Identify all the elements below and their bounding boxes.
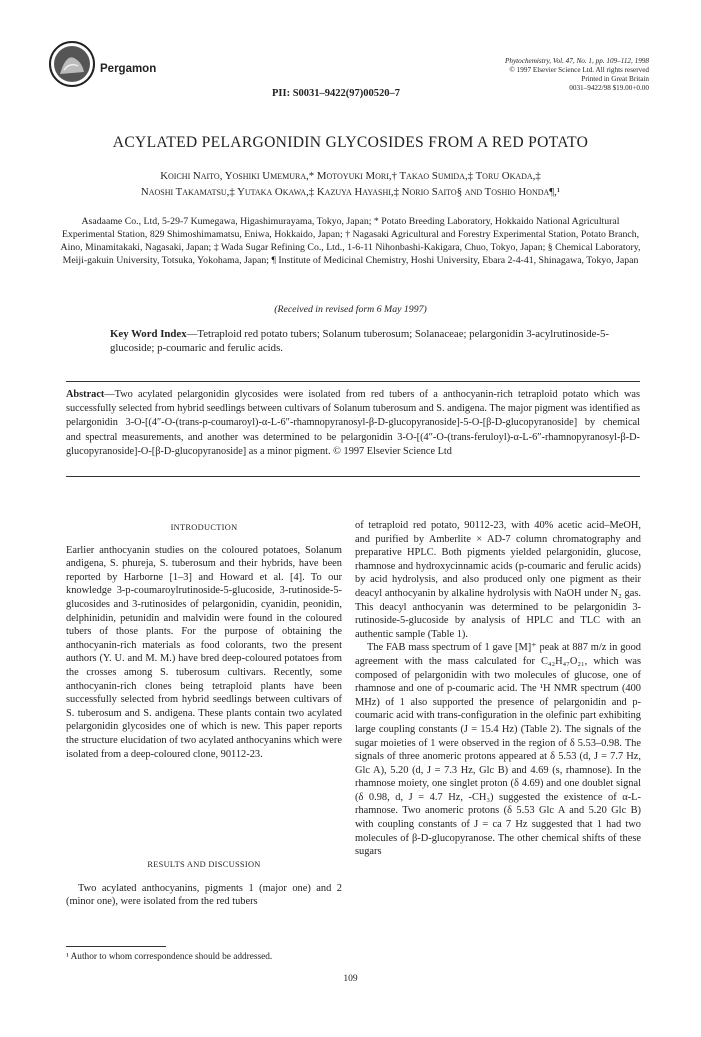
keyword-index bbox=[110, 327, 641, 355]
results-heading: RESULTS AND DISCUSSION bbox=[147, 860, 261, 869]
results-text: Two acylated anthocyanins, pigments 1 (major one) and 2 (minor one), were isolated from the red tubers bbox=[66, 882, 342, 908]
intro-heading: INTRODUCTION bbox=[170, 523, 238, 532]
issn-line: 0031–9422/98 $19.00+0.00 bbox=[569, 84, 649, 92]
intro-section bbox=[66, 521, 342, 761]
page-number: 109 bbox=[343, 974, 358, 984]
abstract-label: Abstract bbox=[66, 389, 105, 400]
right-column bbox=[355, 519, 641, 859]
received-date: (Received in revised form 6 May 1997) bbox=[274, 304, 427, 315]
paragraph: of tetraploid red potato, 90112-23, with 40% acetic acid–MeOH, and purified by Amberlite × AD-7 column chromatography and preparative HPLC. Both pigments yielded pelargonidin, glucose, rhamnose and hydroxycinnamic acids (p-coumaric and ferulic acids) by acid hydrolysis, and also produced only one pigment as their deacyl anthocyanin by alkaline hydrolysis with NaOH under N₂ gas. This deacyl anthocyanin was determined to be pelargonidin 3-rutinoside-5-glucoside by analysis of HPLC and TLC with an authentic sample (Table 1). bbox=[355, 520, 641, 640]
keywords-label: Key Word Index bbox=[110, 328, 187, 340]
keywords-text: —Tetraploid red potato tubers; Solanum tuberosum; Solanaceae; pelargonidin 3-acylrutinoside-5-glucoside; p-coumaric and ferulic acids. bbox=[110, 328, 610, 354]
printed-line: Printed in Great Britain bbox=[581, 75, 649, 83]
intro-text: Earlier anthocyanin studies on the coloured potatoes, Solanum andigena, S. phureja, S. tuberosum and their hybrids, have been reported by Harborne [1–3] and Howard et al. [4]. To our knowledge 3-p-coumaroylrutinoside-5-glucoside, 3-rutinoside-5-glucosides and 3-rutinosides of pelargonidin, cyanidin, peonidin, delphinidin, petunidin and malvidin were found in the coloured tubers of those plants. For the purpose of obtaining the anthocyanin-rich materials as food colorants, two the present authors (Y. U. and M. M.) have bred deep-coloured potatoes from the crosses among S. tuberosum cultivars. Recently, some anthocyanin-rich clones being tetraploid plants have been successfully selected from hybrid seedlings between cultivars of S. tuberosum and S. andigena. These plants contain two acylated pelargonidin glycosides one of which is new. This paper reports the structure elucidation of two acylated anthocyanins which were isolated from a deep-coloured clone, 90112-23. bbox=[66, 544, 342, 760]
footnote-rule bbox=[66, 946, 166, 947]
author-list bbox=[60, 168, 641, 200]
abstract-top-rule bbox=[66, 381, 640, 382]
paragraph: The FAB mass spectrum of 1 gave [M]⁺ peak at 887 m/z in good agreement with the mass calculated for C₄₂H₄₇O₂₁, which was composed of pelargonidin with two molecules of glucose, one of rhamnose and one of p-coumaric acid. The ¹H NMR spectrum (400 MHz) of 1 also supported the presence of pelargonidin and p-coumaric acid with trans-configuration in the olefinic part exhibiting large coupling constants (J = 15.4 Hz) (Table 2). The signals of the sugar moieties of 1 were observed in the region of δ 5.53–0.98. The signals of three anomeric protons appeared at δ 5.53 (d, J = 7.7 Hz, Glc A), 5.20 (d, J = 7.3 Hz, Glc B) and 4.69 (s, rhamnose). In the rhamnose moiety, one singlet proton (δ 4.69) and one doublet signal (δ 0.98, d, J = 4.7 Hz, -CH₃) suggested the existence of α-L-rhamnose. Two anomeric protons (δ 5.53 Glc A and 5.20 Glc B) with coupling constants of J = ca 7 Hz suggested that 1 had two molecules of β-D-glucopyranose. The other chemical shifts of these sugars bbox=[355, 642, 641, 858]
abstract-text: —Two acylated pelargonidin glycosides were isolated from red tubers of a anthocyanin-rich tetraploid potato which was successfully selected from hybrid seedlings between cultivars of Solanum tuberosum and S. andigena. The major pigment was identified as pelargonidin 3-O-[(4″-O-(trans-p-coumaroyl)-α-L-6″-rhamnopyranosyl-β-D-glucopyranoside]-5-O-[β-D-glucopyranoside] by chemical and spectral measurements, and another was determined to be pelargonidin 3-O-[(4″-O-(trans-feruloyl)-α-L-6″-rhamnopyranosyl-β-D-glucopyranoside]-O-[β-D-glucopyranoside] as a minor pigment. © 1997 Elsevier Science Ltd bbox=[66, 389, 641, 457]
article-title: ACYLATED PELARGONIDIN GLYCOSIDES FROM A RED POTATO bbox=[112, 134, 589, 151]
results-section bbox=[66, 858, 342, 909]
affiliations: Asadaame Co., Ltd, 5-29-7 Kumegawa, Higashimurayama, Tokyo, Japan; * Potato Breeding Laboratory, Hokkaido National Agricultural Experimental Station, 829 Shimoshimamatsu, Eniwa, Hokkaido, Japan; † Nagasaki Agricultural and Forestry Experimental Station, Potato Branch, Aino, Minamitakaki, Nagasaki, Japan; ‡ Wada Sugar Refining Co., Ltd., 1-6-11 Nihonbashi-Kakigara, Chuo, Tokyo, Japan; § Chemical Laboratory, Meiji-gakuin University, Totsuka, Yokohama, Japan; ¶ Institute of Medicinal Chemistry, Hoshi University, Ebara 2-4-41, Shinagawa, Tokyo, Japan bbox=[60, 216, 641, 266]
abstract-bottom-rule bbox=[66, 476, 640, 477]
pii-code: PII: S0031–9422(97)00520–7 bbox=[272, 88, 401, 99]
abstract bbox=[66, 388, 640, 459]
journal-meta bbox=[505, 57, 649, 93]
elsevier-logo bbox=[48, 40, 96, 88]
journal-line: Phytochemistry, Vol. 47, No. 1, pp. 109–112, 1998 bbox=[504, 57, 649, 65]
author-line: Naoshi Takamatsu,‡ Yutaka Okawa,‡ Kazuya Hayashi,‡ Norio Saito§ and Toshio Honda¶,¹ bbox=[140, 186, 561, 198]
footnote: ¹ Author to whom correspondence should be addressed. bbox=[66, 952, 273, 962]
copyright-line: © 1997 Elsevier Science Ltd. All rights reserved bbox=[509, 66, 649, 74]
author-line: Koichi Naito, Yoshiki Umemura,* Motoyuki Mori,† Takao Sumida,‡ Toru Okada,‡ bbox=[160, 170, 541, 182]
publisher-name: Pergamon bbox=[100, 63, 157, 75]
